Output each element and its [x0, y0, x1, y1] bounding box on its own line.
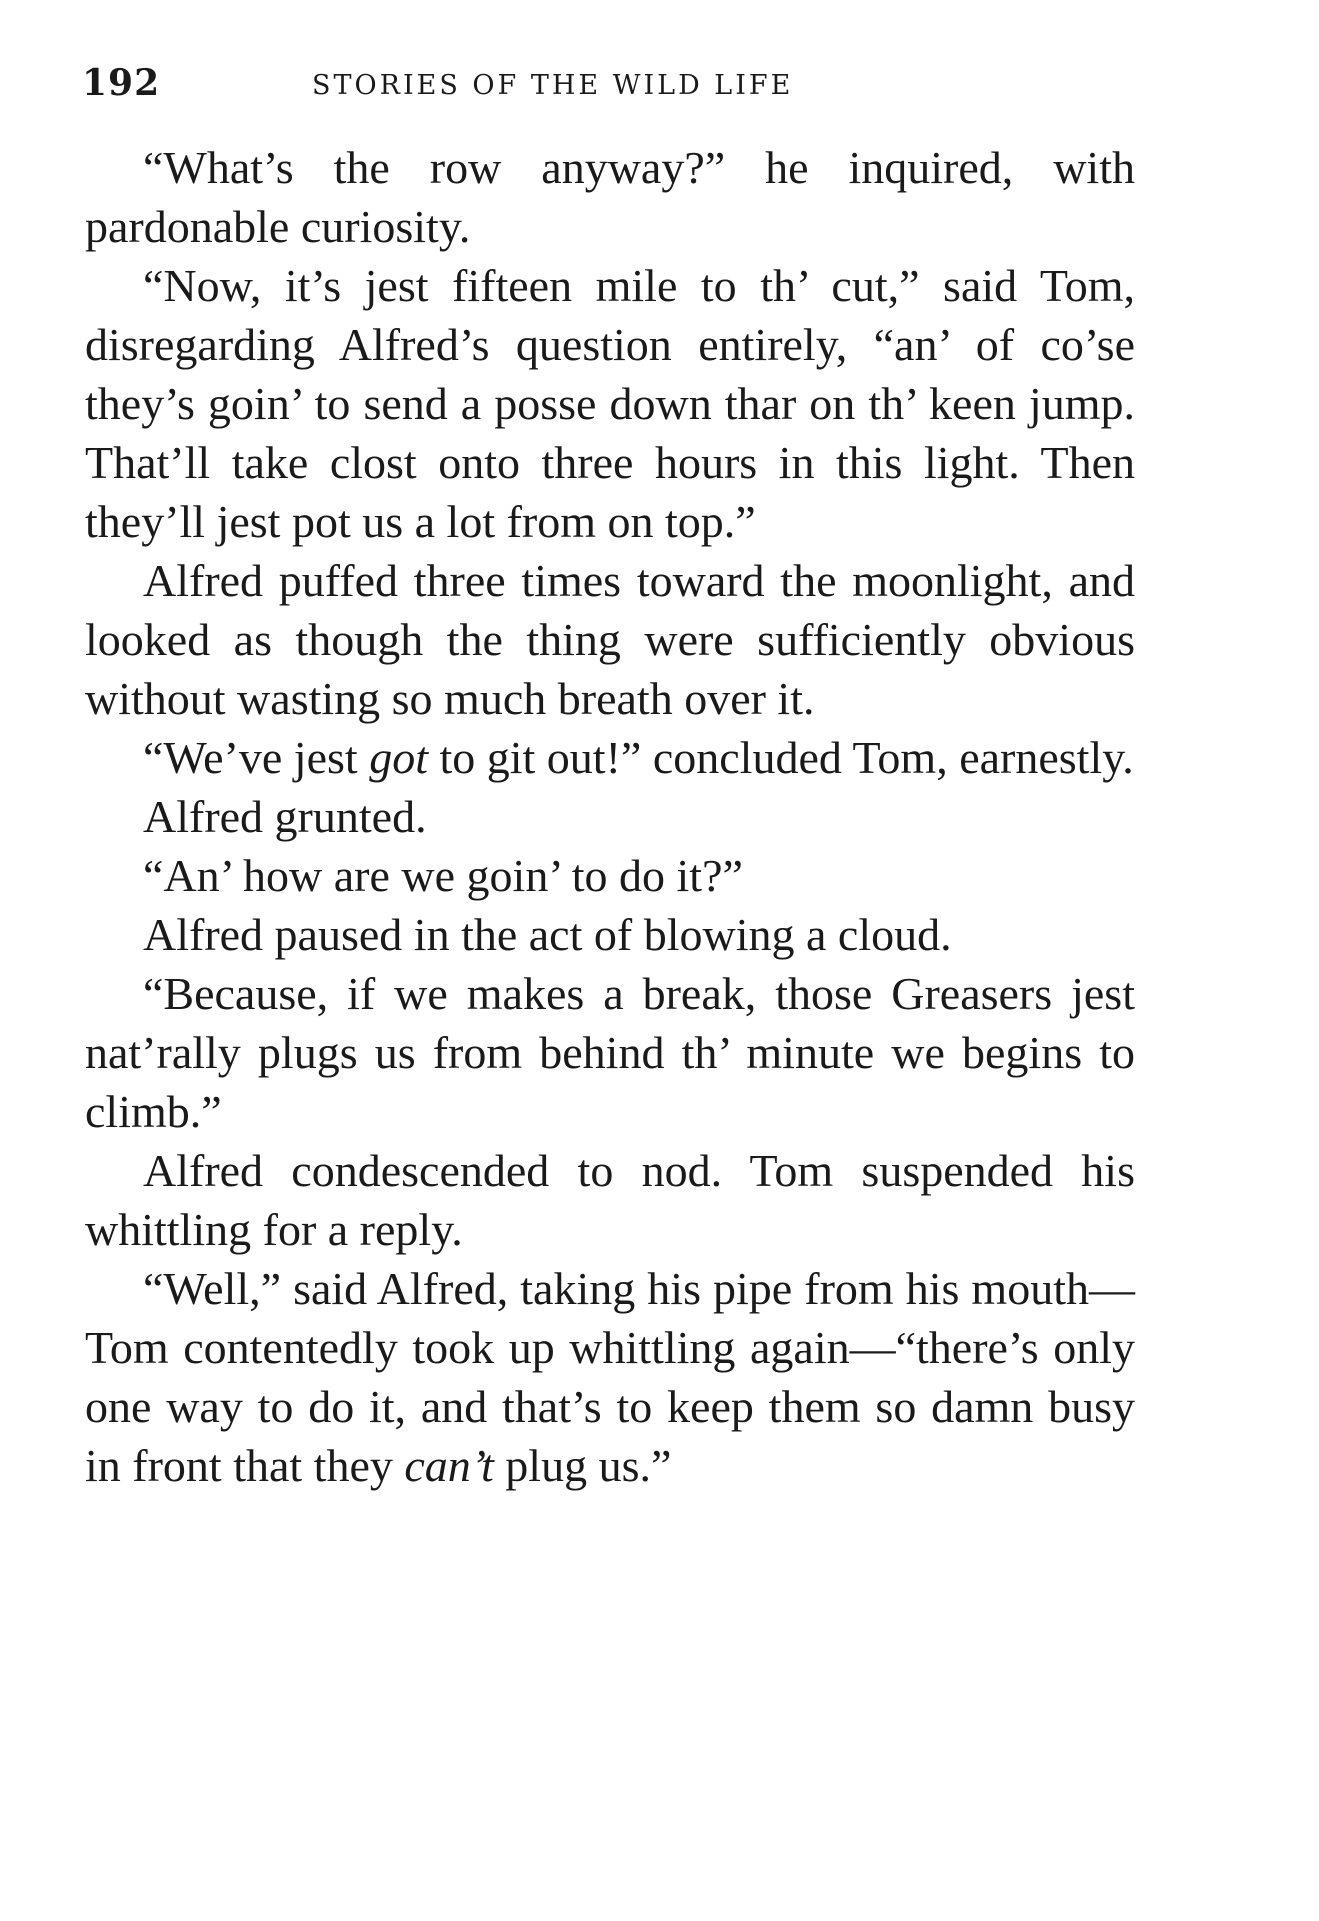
page-number: 192 — [82, 62, 161, 104]
paragraph-text-before: “We’ve jest — [143, 732, 370, 783]
paragraph: Alfred grunted. — [143, 791, 427, 842]
body-text — [85, 138, 1135, 1495]
paragraph: “An’ how are we goin’ to do it?” — [143, 850, 743, 901]
emphasized-word: got — [369, 732, 428, 783]
emphasized-word: can’t — [404, 1440, 494, 1491]
paragraph-text-after: plug us.” — [493, 1440, 672, 1491]
paragraph-text-after: to git out!” concluded Tom, earnestly. — [427, 732, 1134, 783]
paragraph: “What’s the row anyway?” he inquired, with pardonable curiosity. — [85, 142, 1135, 252]
paragraph — [85, 728, 1135, 787]
page-header — [82, 62, 1142, 112]
paragraph: Alfred paused in the act of blowing a cloud. — [143, 909, 952, 960]
paragraph: “Now, it’s jest fifteen mile to th’ cut,” said Tom, disregarding Alfred’s question entirely, “an’ of co’se they’s goin’ to send a posse down thar on th’ keen jump. That’ll take clost onto three hours in this light. Then they’ll jest pot us a lot from on top.” — [85, 260, 1135, 547]
paragraph: “Because, if we makes a break, those Greasers jest nat’rally plugs us from behind th’ minute we begins to climb.” — [85, 968, 1135, 1137]
paragraph: Alfred condescended to nod. Tom suspended his whittling for a reply. — [85, 1145, 1135, 1255]
running-head: STORIES OF THE WILD LIFE — [312, 70, 794, 101]
paragraph — [85, 1259, 1135, 1495]
paragraph-text-before: “Well,” said Alfred, taking his pipe from his mouth—Tom contentedly took up whittling again—“there’s only one way to do it, and that’s to keep them so damn busy in front that they — [85, 1263, 1135, 1491]
paragraph: Alfred puffed three times toward the moonlight, and looked as though the thing were sufficiently obvious without wasting so much breath over it. — [85, 555, 1135, 724]
